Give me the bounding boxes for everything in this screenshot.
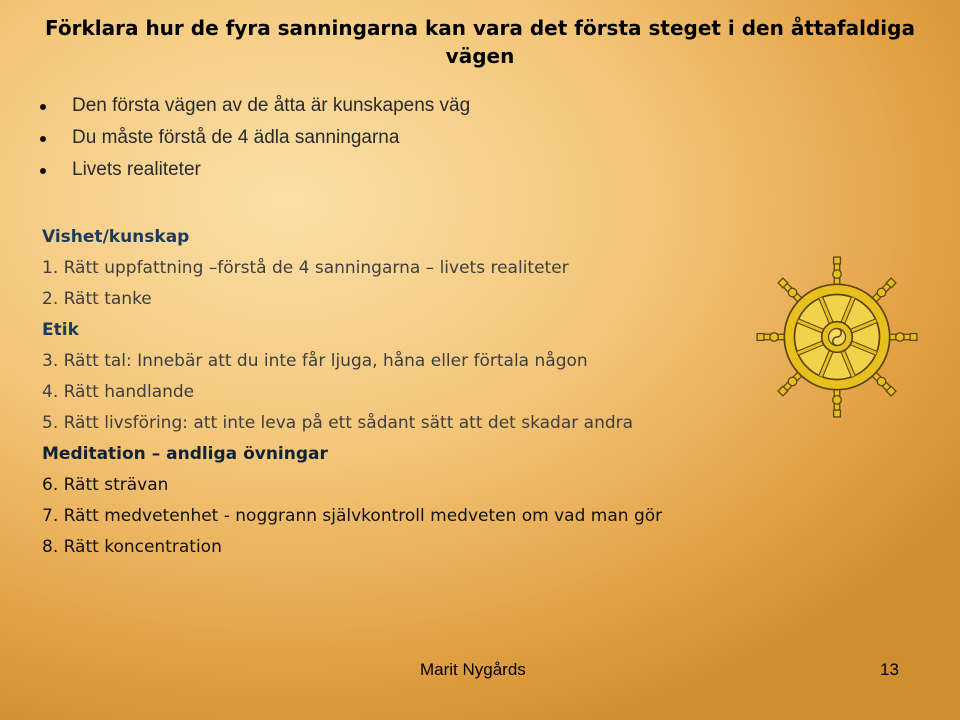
path-item-5: 5. Rätt livsföring: att inte leva på ett sådant sätt att det skadar andra xyxy=(42,413,634,433)
section-header-vishet: Vishet/kunskap xyxy=(42,227,190,247)
path-item-2: 2. Rätt tanke xyxy=(42,289,152,309)
footer-author: Marit Nygårds xyxy=(420,660,526,679)
list-item xyxy=(38,122,470,154)
page-number: 13 xyxy=(880,660,899,679)
path-item-6: 6. Rätt strävan xyxy=(42,475,169,495)
bullet-list xyxy=(38,90,470,186)
path-item-8: 8. Rätt koncentration xyxy=(42,537,222,557)
bullet-text: Du måste förstå de 4 ädla sanningarna xyxy=(72,127,400,148)
bullet-icon xyxy=(40,136,46,142)
section-header-meditation: Meditation – andliga övningar xyxy=(42,444,328,464)
eightfold-path-list xyxy=(42,222,782,563)
list-item xyxy=(38,90,470,122)
slide-title: Förklara hur de fyra sanningarna kan vara det första steget i den åttafaldiga vägen xyxy=(45,16,915,68)
list-item xyxy=(38,154,470,186)
bullet-icon xyxy=(40,168,46,174)
path-item-3: 3. Rätt tal: Innebär att du inte får ljuga, håna eller förtala någon xyxy=(42,351,588,371)
path-item-7: 7. Rätt medvetenhet - noggrann självkontroll medveten om vad man gör xyxy=(42,506,663,526)
section-header-etik: Etik xyxy=(42,320,79,340)
bullet-text: Den första vägen av de åtta är kunskapens väg xyxy=(72,95,471,116)
path-item-1: 1. Rätt uppfattning –förstå de 4 sanningarna – livets realiteter xyxy=(42,258,569,278)
bullet-text: Livets realiteter xyxy=(72,159,201,180)
dharma-wheel-icon xyxy=(752,252,922,422)
path-item-4: 4. Rätt handlande xyxy=(42,382,195,402)
bullet-icon xyxy=(40,104,46,110)
